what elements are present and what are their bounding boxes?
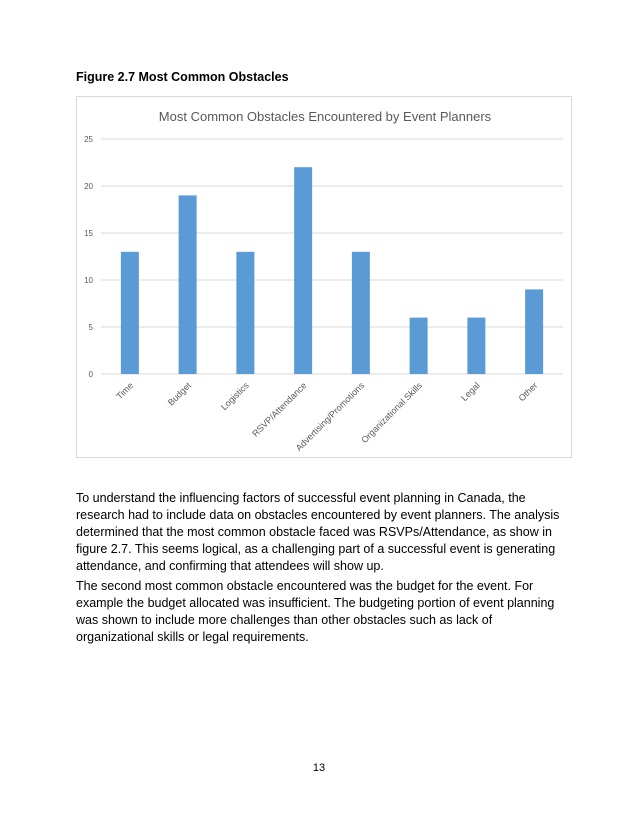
bar-chart: [76, 96, 572, 458]
x-category-label: Organizational Skills: [359, 380, 425, 446]
bars: [121, 167, 543, 374]
x-category-label: Logistics: [218, 380, 251, 413]
paragraph-1: To understand the influencing factors of successful event planning in Canada, the research had to include data on obstacles encountered by event planners. The analysis determined that the most common obstacle faced was RSVPs/Attendance, as show in figure 2.7. This seems logical, as a challenging part of a successful event is generating attendance, and confirming that attendees will show up.: [76, 491, 560, 573]
x-axis-labels: [114, 380, 539, 453]
bar-time: [121, 252, 139, 374]
x-category-label: Budget: [165, 380, 194, 408]
page-number: 13: [312, 762, 326, 774]
y-tick-label: 0: [88, 370, 93, 379]
y-tick-label: 25: [84, 135, 93, 144]
x-category-label: Time: [114, 380, 136, 402]
y-tick-label: 15: [84, 229, 93, 238]
figure-caption: Figure 2.7 Most Common Obstacles: [76, 70, 289, 84]
bar-rsvp-attendance: [294, 167, 312, 374]
y-tick-label: 20: [84, 182, 93, 191]
y-tick-label: 5: [88, 323, 93, 332]
bar-legal: [467, 318, 485, 374]
chart-title: Most Common Obstacles Encountered by Event Planners: [158, 109, 492, 124]
bar-advertising-promotions: [352, 252, 370, 374]
x-category-label: Legal: [459, 380, 482, 403]
paragraph-2: The second most common obstacle encountered was the budget for the event. For example the budget allocated was insufficient. The budgeting portion of event planning was shown to include more challenges than other obstacles such as lack of organizational skills or legal requirements.: [76, 579, 555, 644]
bar-budget: [179, 195, 197, 374]
chart-svg: [77, 97, 573, 459]
x-category-label: Advertising/Promotions: [293, 380, 367, 453]
y-axis-ticks: [84, 135, 93, 379]
gridlines: [101, 139, 563, 374]
y-tick-label: 10: [84, 276, 93, 285]
bar-logistics: [236, 252, 254, 374]
x-category-label: RSVP/Attendance: [250, 380, 309, 439]
x-category-label: Other: [516, 380, 540, 404]
bar-organizational-skills: [410, 318, 428, 374]
bar-other: [525, 289, 543, 374]
